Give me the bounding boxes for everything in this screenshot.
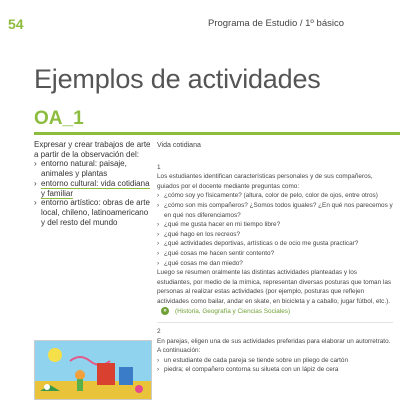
objective-column xyxy=(34,140,152,227)
objective-list xyxy=(34,159,152,227)
link-icon: » xyxy=(161,307,169,315)
activities-subtitle: Vida cotidiana xyxy=(157,142,201,149)
question-item: › ¿qué actividades deportivas, artísticas o de ocio me gusta practicar? xyxy=(157,239,393,249)
cross-subject-link-label[interactable]: (Historia, Geografía y Ciencias Sociales) xyxy=(175,307,291,315)
activity-1-intro: Los estudiantes identifican características personales y de sus compañeros, guiados por el docente mediante preguntas como: xyxy=(157,173,373,190)
question-item: › ¿qué me gusta hacer en mi tiempo libre? xyxy=(157,220,393,230)
question-item: › ¿qué cosas me hacen sentir contento? xyxy=(157,249,393,259)
activity-2-items xyxy=(157,356,393,375)
objective-item-natural: › entorno natural: paisaje, animales y plantas xyxy=(34,159,152,178)
question-item: › ¿qué hago en los recreos? xyxy=(157,230,393,240)
program-header: Programa de Estudio / 1º básico xyxy=(207,18,344,29)
objective-item-artistic: › entorno artístico: obras de arte local, chileno, latinoamericano y del resto del mundo xyxy=(34,198,152,227)
activity-2-item: › piedra; el compañero contorna su silueta con un lápiz de cera xyxy=(157,365,393,375)
children-artwork-image xyxy=(34,340,152,400)
oa-label: OA_1 xyxy=(34,108,84,129)
accent-rule xyxy=(34,132,400,135)
question-item: › ¿cómo son mis compañeros? ¿Somos todos iguales? ¿En qué nos parecemos y en qué nos diferenciamos? xyxy=(157,201,393,220)
activity-2-intro: En parejas, eligen una de sus actividades preferidas para elaborar un autorretrato. A continuación: xyxy=(157,337,391,355)
activity-1-closing: Luego se resumen oralmente las distintas actividades planteadas y los estudiantes, por medio de la mímica, representan diversas posturas que toman las personas al realizar estas actividades (por ejemplo, posturas que reflejen actividades como bailar, andar en skate, en bicicleta y a caballo, jugar fútbol, etc.). xyxy=(157,269,392,305)
activities-column xyxy=(157,141,393,375)
objective-intro: Expresar y crear trabajos de arte a partir de la observación del: xyxy=(34,140,151,159)
objective-item-cultural: › entorno cultural: vida cotidiana y familiar xyxy=(34,179,152,198)
question-item: › ¿cómo soy yo físicamente? (altura, color de pelo, color de ojos, entre otros) xyxy=(157,191,393,201)
activity-1-questions xyxy=(157,191,393,268)
page-title: Ejemplos de actividades xyxy=(34,64,321,94)
activity-1-number: 1 xyxy=(157,163,161,171)
activity-separator xyxy=(157,322,393,323)
activity-2-item: › un estudiante de cada pareja se tiende sobre un pliego de cartón xyxy=(157,356,393,366)
question-item: › ¿qué cosas me dan miedo? xyxy=(157,259,393,269)
cross-subject-link[interactable] xyxy=(157,307,393,317)
page-number: 54 xyxy=(8,16,24,32)
activity-2-number: 2 xyxy=(157,328,161,336)
